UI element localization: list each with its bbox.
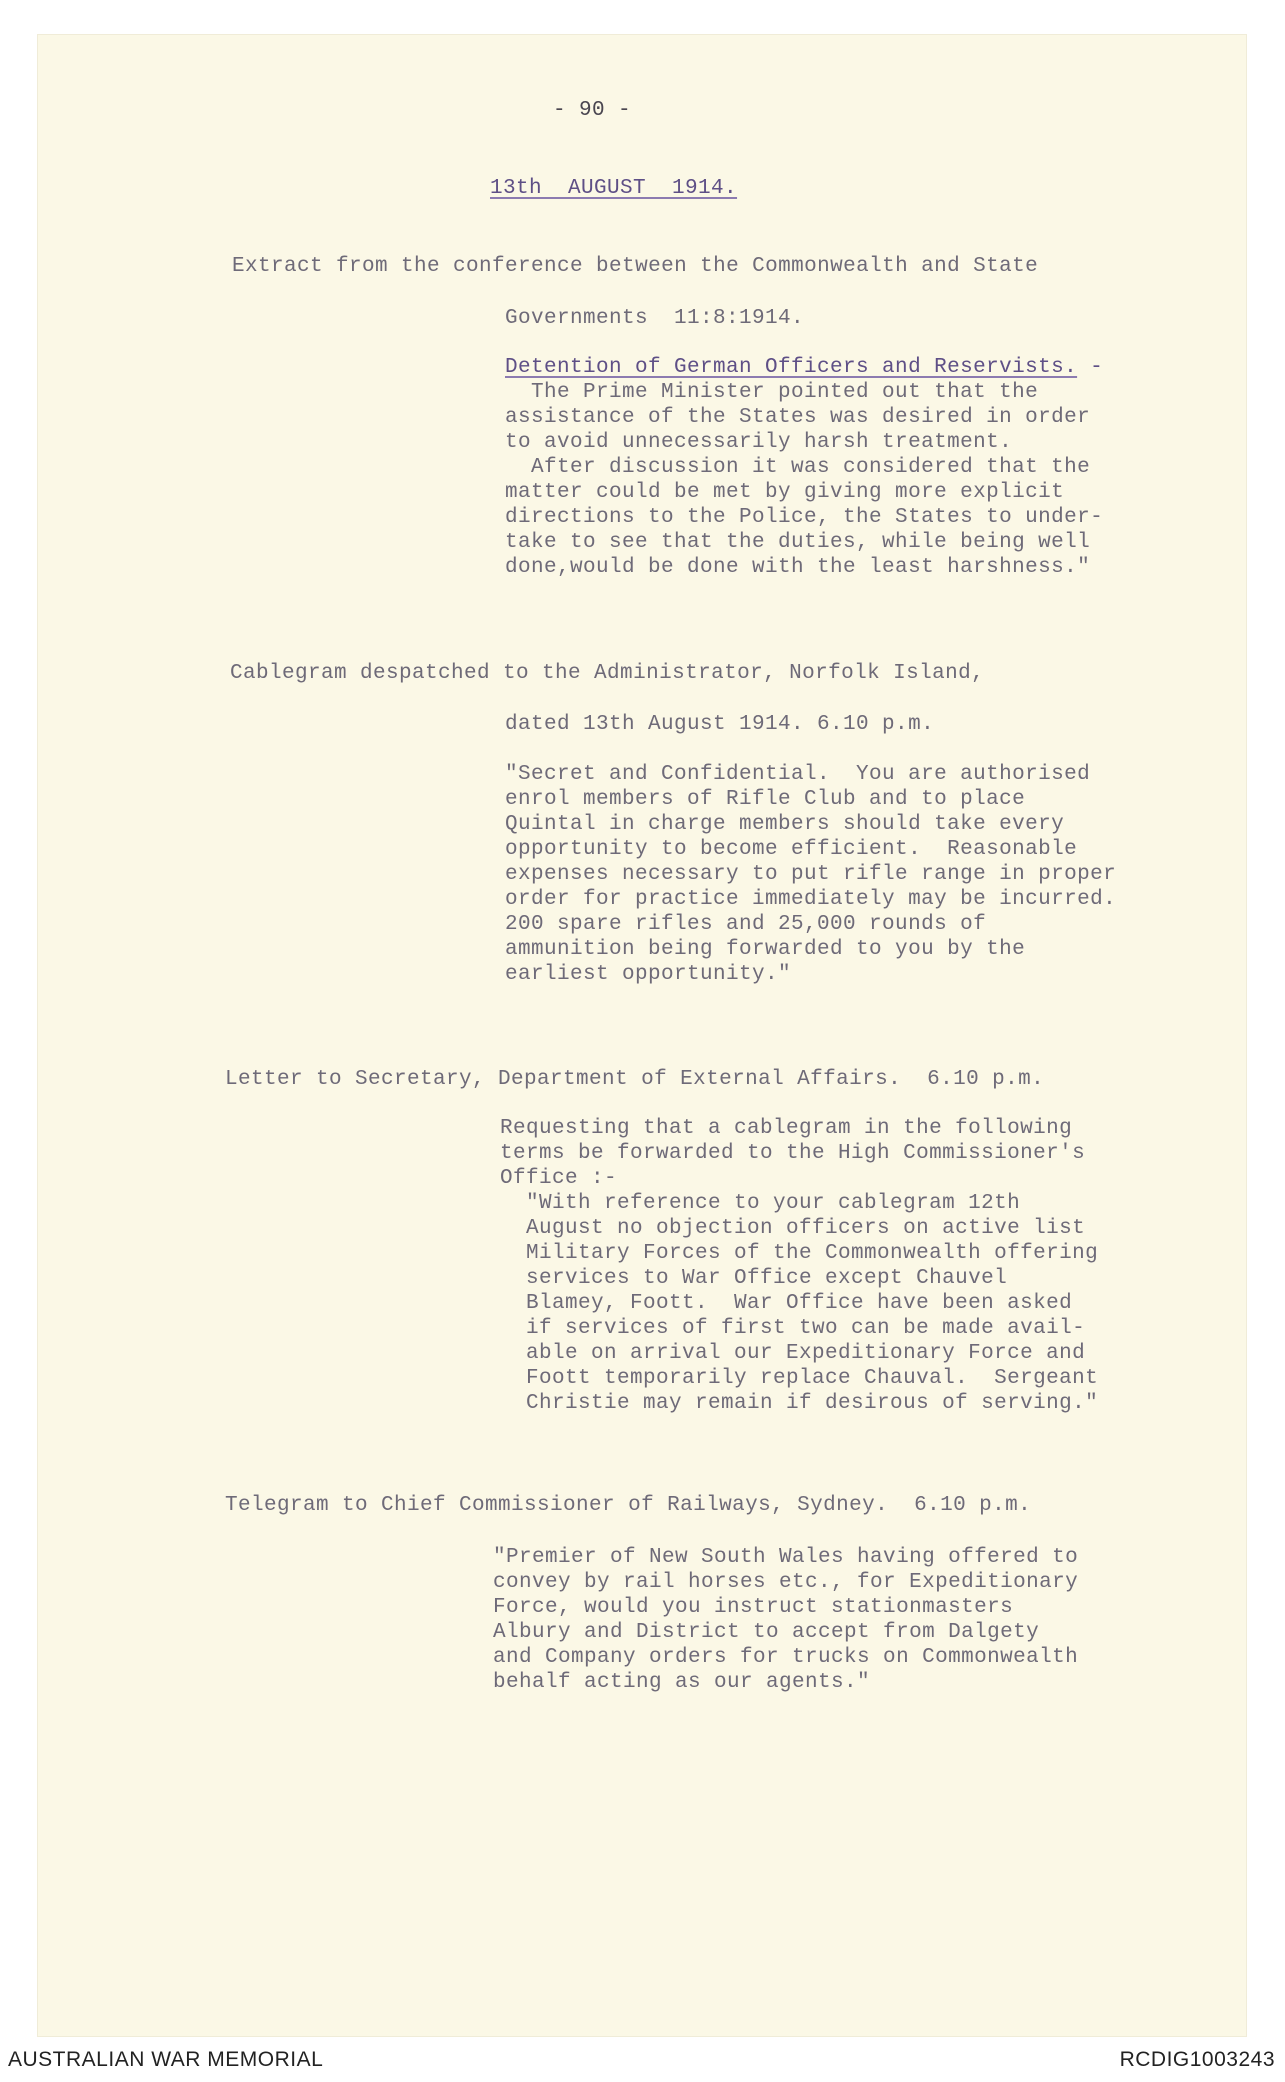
letter-body-line: able on arrival our Expeditionary Force and: [500, 1342, 1086, 1365]
extract-body-line: After discussion it was considered that the: [505, 456, 1091, 479]
extract-body-line: done,would be done with the least harshness.": [505, 556, 1091, 579]
cablegram-body-line: order for practice immediately may be incurred.: [505, 888, 1117, 911]
extract-intro-line2: Governments 11:8:1914.: [505, 307, 805, 330]
extract-body-line: matter could be met by giving more explicit: [505, 481, 1065, 504]
page-number: - 90 -: [553, 99, 632, 122]
cablegram-body-line: opportunity to become efficient. Reasonable: [505, 838, 1078, 861]
extract-body-line: assistance of the States was desired in order: [505, 406, 1091, 429]
footer-id: RCDIG1003243: [1119, 2048, 1275, 2071]
extract-body-line: The Prime Minister pointed out that the: [505, 381, 1039, 404]
letter-body-line: services to War Office except Chauvel: [500, 1267, 1008, 1290]
letter-body-line: if services of first two can be made avail-: [500, 1317, 1086, 1340]
telegram-body-line: behalf acting as our agents.": [493, 1671, 871, 1694]
letter-body-line: Military Forces of the Commonwealth offering: [500, 1242, 1099, 1265]
extract-subject-dash: -: [1077, 356, 1104, 379]
extract-body-line: take to see that the duties, while being well: [505, 531, 1091, 554]
telegram-body-line: Force, would you instruct stationmasters: [493, 1596, 1014, 1619]
cablegram-body-line: ammunition being forwarded to you by the: [505, 938, 1026, 961]
telegram-body-line: and Company orders for trucks on Commonwealth: [493, 1646, 1079, 1669]
cablegram-intro-line2: dated 13th August 1914. 6.10 p.m.: [505, 713, 935, 736]
letter-body-line: Blamey, Foott. War Office have been asked: [500, 1292, 1073, 1315]
cablegram-body: [505, 762, 1116, 987]
letter-body-line: terms be forwarded to the High Commissioner's: [500, 1142, 1086, 1165]
document-page: [37, 34, 1247, 2037]
letter-body: [500, 1116, 1098, 1416]
telegram-body-line: "Premier of New South Wales having offered to: [493, 1546, 1079, 1569]
letter-body-line: August no objection officers on active list: [500, 1217, 1086, 1240]
extract-body-line: to avoid unnecessarily harsh treatment.: [505, 431, 1013, 454]
extract-intro-line1: Extract from the conference between the Commonwealth and State: [232, 255, 1039, 278]
date-heading: 13th AUGUST 1914.: [490, 177, 738, 200]
footer-source: AUSTRALIAN WAR MEMORIAL: [8, 2048, 324, 2071]
extract-body: [505, 380, 1103, 580]
cablegram-intro-line1: Cablegram despatched to the Administrator, Norfolk Island,: [230, 662, 985, 685]
letter-body-line: Foott temporarily replace Chauval. Sergeant: [500, 1367, 1099, 1390]
extract-body-line: directions to the Police, the States to under-: [505, 506, 1104, 529]
cablegram-body-line: enrol members of Rifle Club and to place: [505, 788, 1026, 811]
letter-body-line: Office :-: [500, 1167, 618, 1190]
telegram-body-line: Albury and District to accept from Dalgety: [493, 1621, 1040, 1644]
telegram-body: [493, 1545, 1078, 1695]
extract-subject-text: Detention of German Officers and Reservists.: [505, 356, 1078, 379]
cablegram-body-line: 200 spare rifles and 25,000 rounds of: [505, 913, 987, 936]
telegram-body-line: convey by rail horses etc., for Expeditionary: [493, 1571, 1079, 1594]
telegram-intro-line1: Telegram to Chief Commissioner of Railways, Sydney. 6.10 p.m.: [225, 1494, 1032, 1517]
letter-body-line: Christie may remain if desirous of serving.": [500, 1392, 1099, 1415]
extract-subject: [505, 355, 1103, 380]
letter-body-line: Requesting that a cablegram in the following: [500, 1117, 1073, 1140]
cablegram-body-line: Quintal in charge members should take every: [505, 813, 1065, 836]
cablegram-body-line: "Secret and Confidential. You are authorised: [505, 763, 1091, 786]
letter-body-line: "With reference to your cablegram 12th: [500, 1192, 1021, 1215]
cablegram-body-line: earliest opportunity.": [505, 963, 792, 986]
cablegram-body-line: expenses necessary to put rifle range in proper: [505, 863, 1117, 886]
letter-intro-line1: Letter to Secretary, Department of External Affairs. 6.10 p.m.: [225, 1068, 1045, 1091]
